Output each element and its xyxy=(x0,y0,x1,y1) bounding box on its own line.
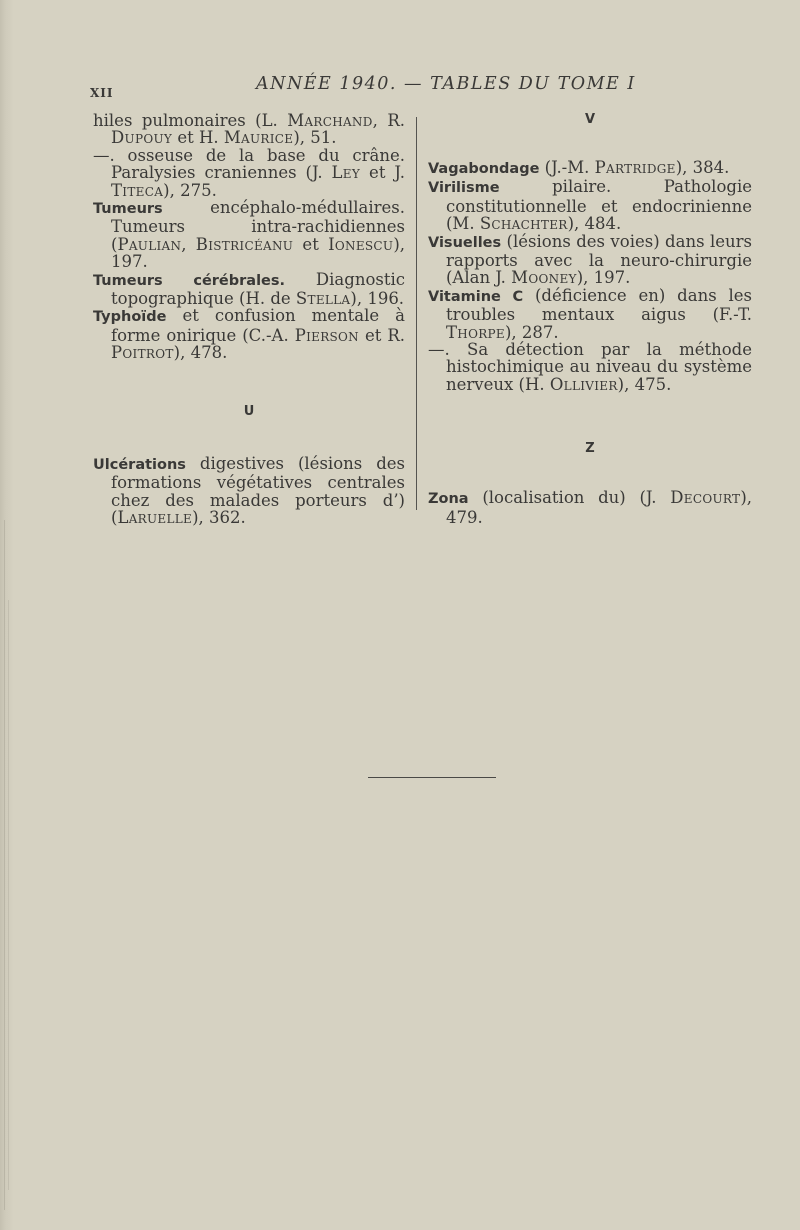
entry-keyword: Typhoïde xyxy=(93,309,167,326)
author-name: Ionescu xyxy=(328,234,394,254)
left-column xyxy=(93,112,405,526)
entry-text: ), 475. xyxy=(617,374,672,394)
author-name: Ley xyxy=(331,163,361,183)
entry-text: ), 196. xyxy=(350,289,405,309)
entry-keyword: Vagabondage xyxy=(428,161,540,177)
section-letter-u: U xyxy=(243,403,255,419)
author-name: Maurice xyxy=(223,128,294,148)
entry-text: ), 484. xyxy=(567,214,622,234)
author-name: Poitrot xyxy=(111,343,174,363)
entry-text: et J. xyxy=(360,163,406,183)
index-entry xyxy=(428,159,752,178)
author-name: Dupouy xyxy=(111,128,173,148)
entry-text: (J.-M. xyxy=(539,158,595,177)
entry-text: —. osseuse de la base du crâne. Paralysies craniennes (J. xyxy=(93,145,405,183)
entry-keyword: Vitamine C xyxy=(428,288,524,305)
entry-keyword: Ulcérations xyxy=(93,456,186,473)
entry-text: (localisation du) (J. xyxy=(468,488,671,508)
section-letter-v: V xyxy=(584,112,596,127)
entry-text: pilaire. Pathologie constitutionnelle et endocrinienne (M. xyxy=(446,177,752,234)
entry-text: Diagnostic topographique (H. de xyxy=(111,269,405,309)
index-entry xyxy=(428,178,752,232)
author-name: Stella xyxy=(295,289,351,309)
entry-list-t xyxy=(93,112,405,362)
index-entry xyxy=(428,233,752,287)
entry-text: ), 384. xyxy=(675,158,730,177)
entry-text: et xyxy=(293,234,329,254)
entry-text: ), 478. xyxy=(173,343,228,363)
end-rule xyxy=(368,777,496,778)
entry-text: et confusion mentale à forme onirique (C.-A. xyxy=(111,306,405,345)
entry-list-u xyxy=(93,455,405,527)
page-edge xyxy=(0,0,14,1230)
entry-text: —. Sa détection par la méthode histochimique au niveau du système nerveux (H. xyxy=(428,340,752,394)
author-name: Marchand xyxy=(287,111,373,130)
index-entry xyxy=(93,112,405,147)
entry-text: et R. xyxy=(358,325,406,345)
section-letter-z: Z xyxy=(585,441,595,457)
entry-text: ), 362. xyxy=(192,507,246,527)
entry-text: et H. xyxy=(172,128,224,148)
entry-text: encéphalo-médullaires. Tumeurs intra-rachidiennes ( xyxy=(111,198,405,254)
entry-text: ), 197. xyxy=(111,234,405,272)
entry-text: ), 479. xyxy=(446,488,752,527)
index-entry xyxy=(93,147,405,199)
entry-text: ), 51. xyxy=(293,128,337,148)
entry-keyword: Tumeurs cérébrales. xyxy=(93,272,286,289)
author-name: Paulian xyxy=(117,234,182,254)
entry-text: (lésions des voies) dans leurs rapports avec la neuro-chirurgie (Alan J. xyxy=(446,231,752,288)
author-name: Schachter xyxy=(479,214,568,234)
entry-text: ), 287. xyxy=(504,322,559,342)
index-entry xyxy=(428,489,752,526)
author-name: Decourt xyxy=(670,488,741,508)
entry-text: digestives (lésions des formations végétatives centrales chez des malades porteurs d’) ( xyxy=(111,453,405,527)
author-name: Mooney xyxy=(511,268,577,288)
author-name: Laruelle xyxy=(117,507,193,527)
author-name: Partridge xyxy=(594,158,676,177)
index-entry xyxy=(93,271,405,308)
entry-keyword: Zona xyxy=(428,491,469,508)
author-name: Ollivier xyxy=(549,374,618,394)
entry-list-v xyxy=(428,159,752,393)
entry-text: , R. xyxy=(372,111,405,130)
author-name: Thorpe xyxy=(446,322,505,342)
page-number: XII xyxy=(90,86,114,100)
author-name: Bistricéanu xyxy=(195,234,294,254)
entry-text: ), 197. xyxy=(576,268,631,288)
index-entry xyxy=(93,307,405,361)
entry-text: (déficience en) dans les troubles mentaux aigus (F.-T. xyxy=(446,285,752,325)
entry-text: ), 275. xyxy=(163,180,217,200)
running-head xyxy=(0,72,800,100)
entry-keyword: Virilisme xyxy=(428,180,500,197)
entry-keyword: Tumeurs xyxy=(93,201,163,218)
author-name: Titeca xyxy=(111,180,164,200)
index-entry xyxy=(93,199,405,271)
author-name: Pierson xyxy=(294,325,359,345)
index-entry xyxy=(428,287,752,341)
entry-keyword: Visuelles xyxy=(428,234,502,251)
index-entry xyxy=(428,341,752,393)
entry-text: hiles pulmonaires (L. xyxy=(93,111,288,130)
right-column xyxy=(428,112,752,526)
index-entry xyxy=(93,455,405,527)
page-title: ANNÉE 1940. — TABLES DU TOME I xyxy=(256,74,636,94)
column-divider xyxy=(416,117,417,510)
entry-list-z xyxy=(428,489,752,526)
entry-text: , xyxy=(181,234,196,254)
